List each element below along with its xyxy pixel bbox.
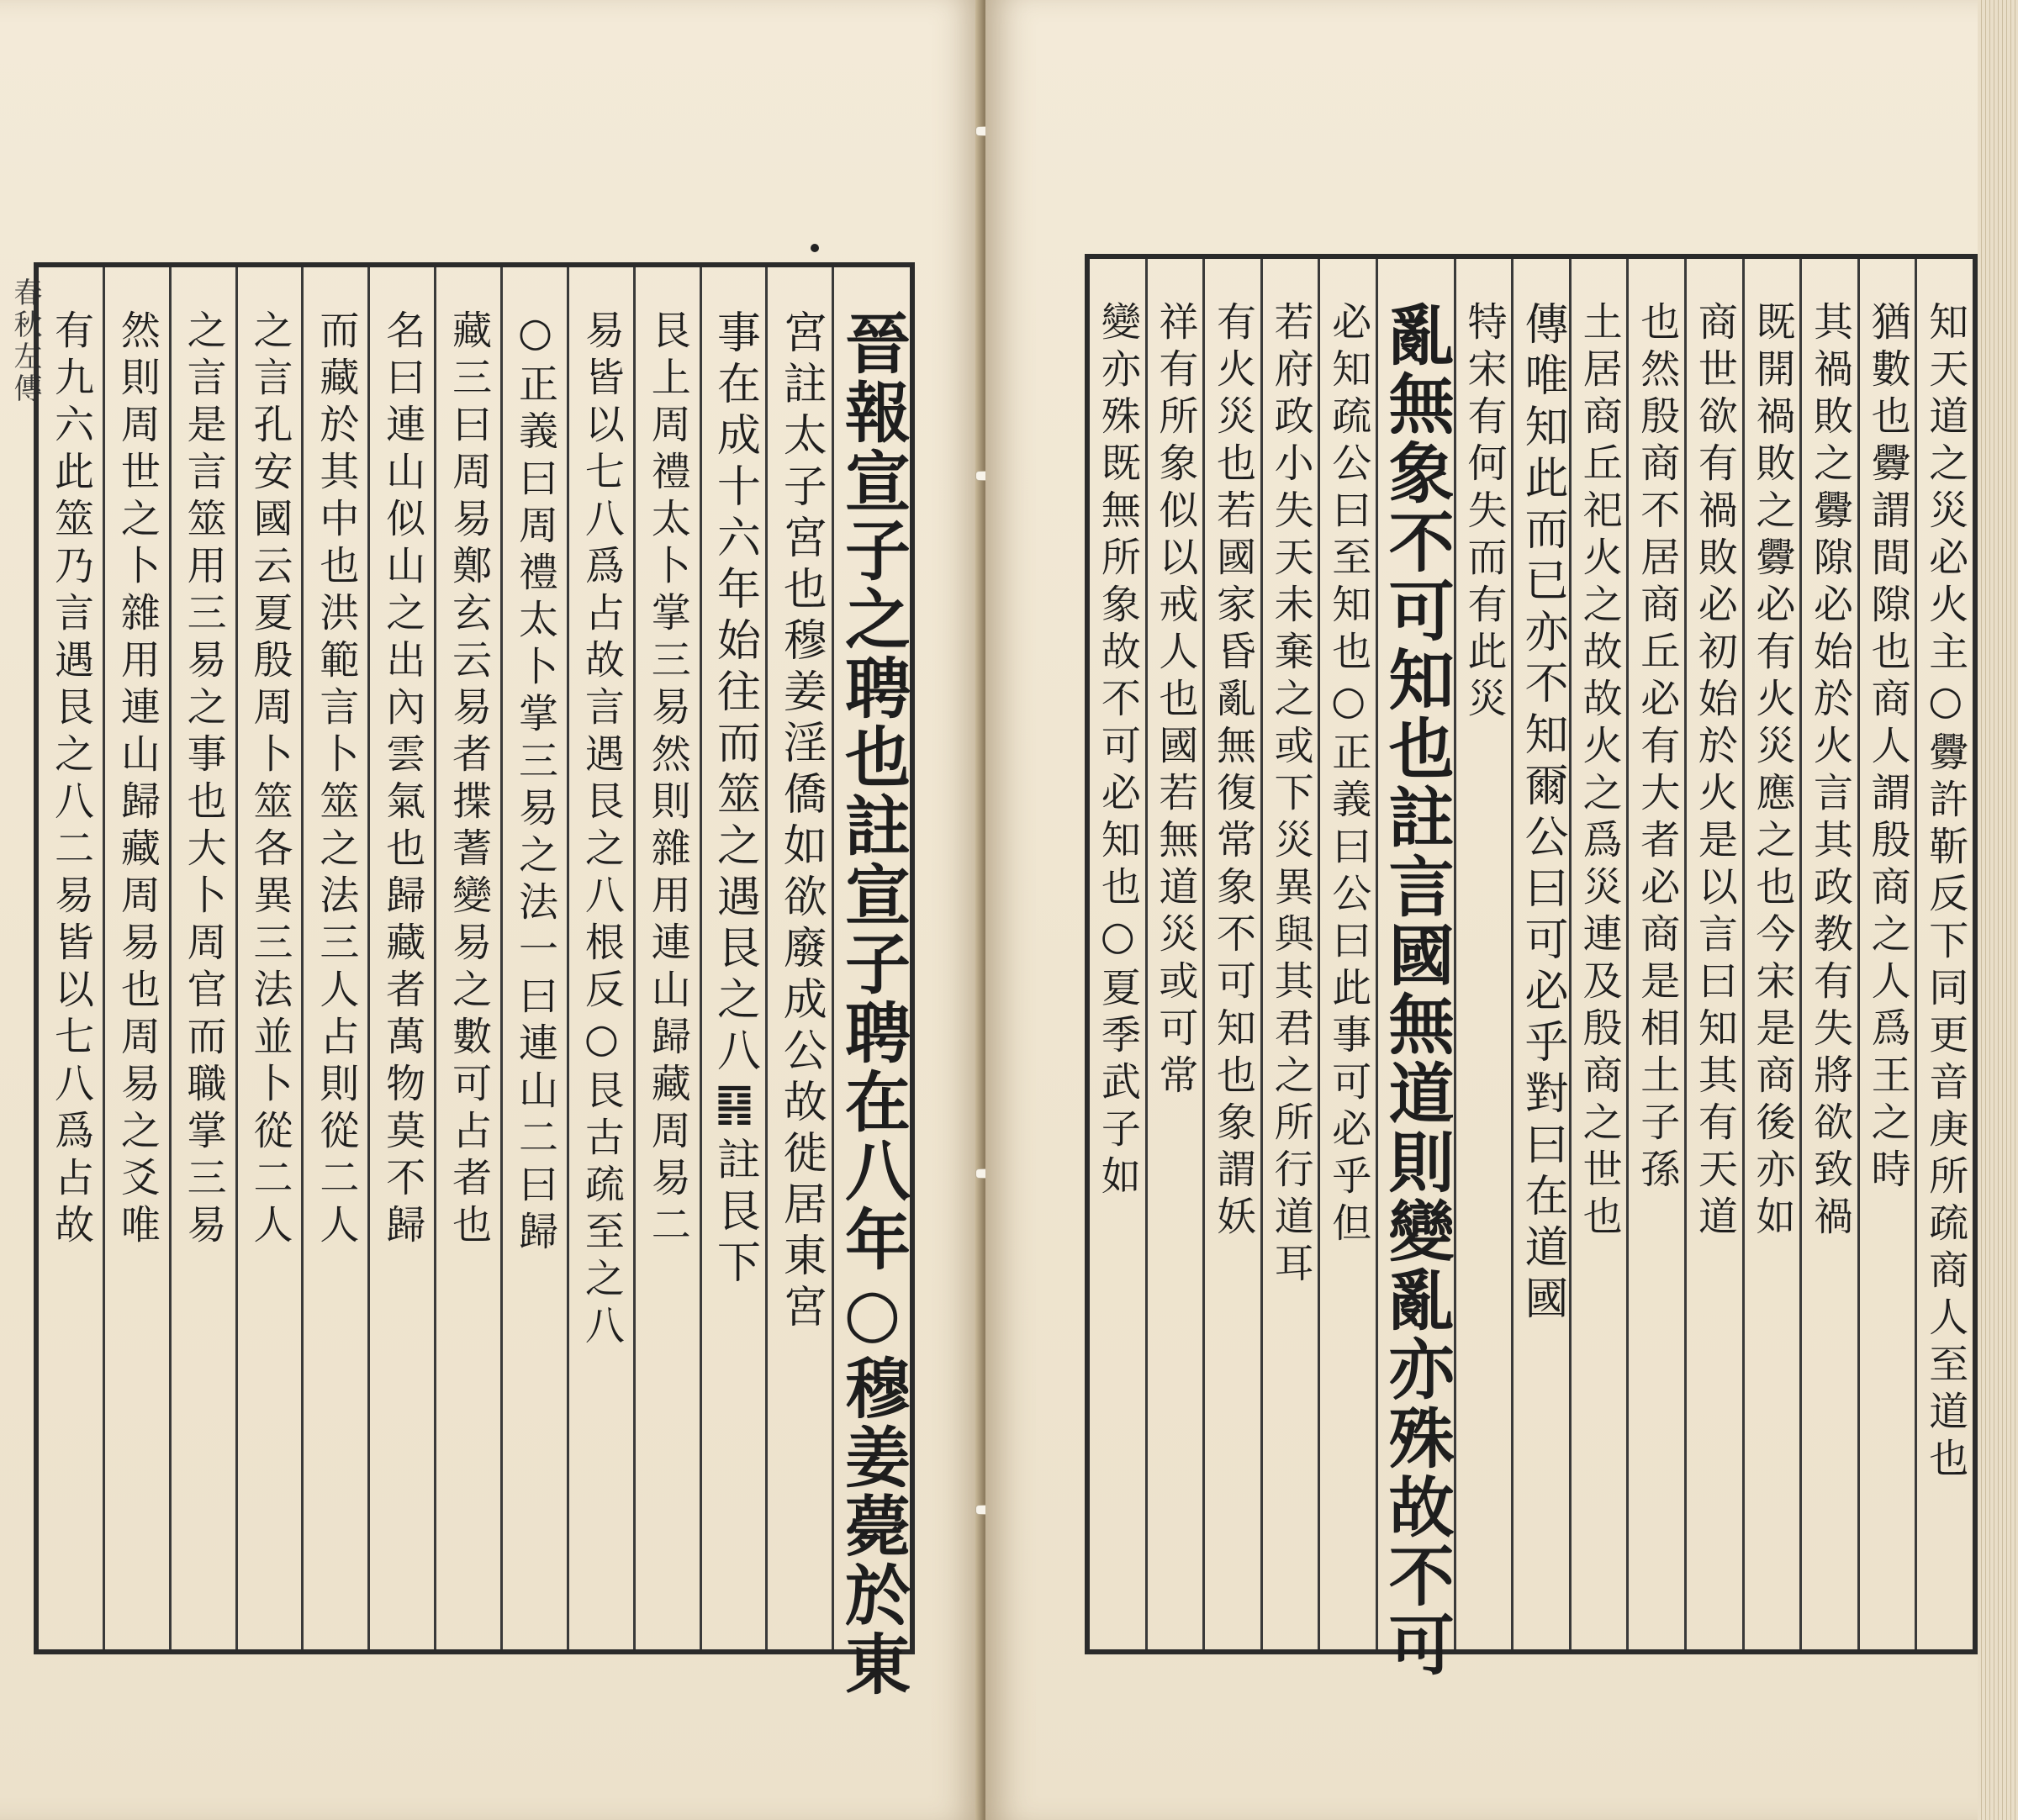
text-column xyxy=(700,267,766,1649)
column-text: 然則周世之卜雜用連山歸藏周易也周易之爻唯 xyxy=(114,309,161,1251)
text-column xyxy=(1090,259,1145,1649)
column-text: 名曰連山似山之出內雲氣也歸藏者萬物莫不歸 xyxy=(379,309,426,1251)
column-text: 商世欲有禍敗必初始於火是以言曰知其有天道 xyxy=(1691,301,1738,1242)
text-column xyxy=(1742,259,1800,1649)
text-column xyxy=(103,267,169,1649)
column-text: 有火災也若國家昏亂無復常象不可知也象謂妖 xyxy=(1210,301,1256,1242)
text-column xyxy=(1202,259,1260,1649)
text-column xyxy=(1569,259,1627,1649)
left-page-ear-label: 春秋左傳 xyxy=(8,277,42,405)
ink-dot xyxy=(811,244,819,252)
column-text: 藏三曰周易鄭玄云易者揲蓍變易之數可占者也 xyxy=(446,309,493,1251)
column-text: 宮註太子宮也穆姜淫僑如欲廢成公故徙居東宮 xyxy=(775,309,827,1335)
column-text: 必知疏公曰至知也○正義曰公曰此事可必乎但 xyxy=(1325,301,1372,1249)
text-column xyxy=(567,267,633,1649)
text-column xyxy=(434,267,500,1649)
left-page-text-frame xyxy=(34,262,915,1699)
column-text: 其禍敗之釁隙必始於火言其政教有失將欲致禍 xyxy=(1807,301,1854,1242)
column-text: 知天道之災必火主○釁許靳反下同更音庚所疏商人至道也 xyxy=(1922,301,1969,1485)
text-column xyxy=(1511,259,1569,1649)
text-column xyxy=(301,267,367,1649)
text-column xyxy=(1915,259,1973,1649)
column-text: 易皆以七八爲占故言遇艮之八根反○艮古疏至之八 xyxy=(578,309,625,1352)
text-column xyxy=(1684,259,1742,1649)
text-column xyxy=(235,267,302,1649)
text-column xyxy=(367,267,434,1649)
column-text: 若府政小失天未棄之或下災異與其君之所行道耳 xyxy=(1267,301,1314,1290)
text-column xyxy=(1145,259,1203,1649)
left-page xyxy=(0,0,982,1820)
text-column xyxy=(633,267,700,1649)
column-text: 土居商丘祀火之故故火之爲災連及殷商之世也 xyxy=(1576,301,1623,1242)
right-page-columns xyxy=(1090,259,1973,1680)
text-column xyxy=(1260,259,1318,1649)
text-column xyxy=(765,267,832,1649)
column-text: 事在成十六年始往而筮之遇艮之八䷳註艮下 xyxy=(709,309,760,1290)
column-text: 祥有所象似以戒人也國若無道災或可常 xyxy=(1152,301,1199,1101)
column-text: 而藏於其中也洪範言卜筮之法三人占則從二人 xyxy=(313,309,360,1251)
column-text: 之言是言筮用三易之事也大卜周官而職掌三易 xyxy=(180,309,227,1251)
column-text: 亂無象不可知也註言國無道則變亂亦殊故不可 xyxy=(1377,301,1455,1680)
left-page-columns xyxy=(39,267,911,1699)
text-column xyxy=(39,267,103,1649)
column-text: 猶數也釁謂間隙也商人謂殷商之人爲王之時 xyxy=(1864,301,1911,1195)
text-column xyxy=(1376,259,1455,1680)
column-text: 既開禍敗之釁必有火災應之也今宋是商後亦如 xyxy=(1749,301,1796,1242)
right-page-text-frame xyxy=(1085,254,1978,1680)
column-text: 特宋有何失而有此災 xyxy=(1461,301,1508,725)
text-column xyxy=(1318,259,1376,1649)
column-text: 有九六此筮乃言遇艮之八二易皆以七八爲占故 xyxy=(47,309,94,1251)
text-column xyxy=(500,267,567,1649)
text-column xyxy=(1454,259,1512,1649)
right-page xyxy=(985,0,1984,1820)
column-text: 艮上周禮太卜掌三易然則雜用連山歸藏周易二 xyxy=(644,309,691,1251)
text-column xyxy=(1857,259,1915,1649)
column-text: 傳唯知此而已亦不知爾公曰可必乎對曰在道國 xyxy=(1516,301,1567,1327)
text-column xyxy=(832,267,911,1699)
column-text: 晉報宣子之聘也註宣子聘在八年○穆姜薨於東 xyxy=(834,309,911,1699)
column-text: 變亦殊既無所象故不可必知也○夏季武子如 xyxy=(1094,301,1141,1202)
fore-edge xyxy=(1978,0,2018,1820)
text-column xyxy=(1799,259,1857,1649)
column-text: 之言孔安國云夏殷周卜筮各異三法並卜從二人 xyxy=(246,309,293,1251)
text-column xyxy=(169,267,235,1649)
column-text: ○正義曰周禮太卜掌三易之法一曰連山二曰歸 xyxy=(511,309,558,1258)
text-column xyxy=(1626,259,1684,1649)
column-text: 也然殷商不居商丘必有大者必商是相土子孫 xyxy=(1634,301,1681,1195)
